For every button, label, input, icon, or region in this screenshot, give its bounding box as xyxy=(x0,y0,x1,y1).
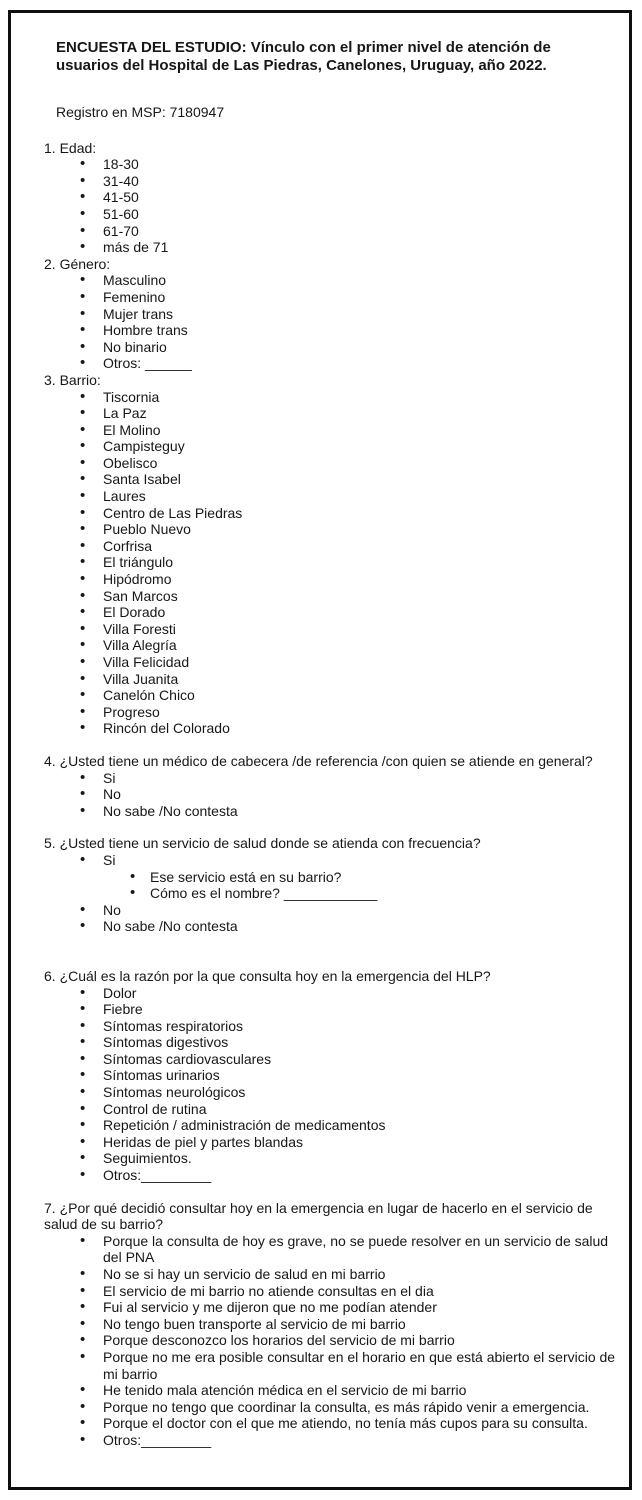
option-label: Síntomas respiratorios xyxy=(103,1017,244,1034)
sub-option-item xyxy=(103,885,619,902)
option-label: Obelisco xyxy=(103,454,158,471)
option-item xyxy=(44,588,619,605)
sub-option-label: Cómo es el nombre? ____________ xyxy=(150,885,378,902)
option-item xyxy=(44,1034,619,1051)
sub-options-list xyxy=(103,869,619,902)
option-item xyxy=(44,1001,619,1018)
option-item xyxy=(44,1167,619,1184)
option-item xyxy=(44,355,619,372)
option-item xyxy=(44,637,619,654)
option-item xyxy=(44,1067,619,1084)
option-item xyxy=(44,1134,619,1151)
option-item xyxy=(44,339,619,356)
option-label: Fui al servicio y me dijeron que no me podían atender xyxy=(103,1299,437,1316)
option-item xyxy=(44,1382,619,1399)
option-item xyxy=(44,1349,619,1382)
option-label: 51-60 xyxy=(103,205,139,222)
option-label: No se si hay un servicio de salud en mi barrio xyxy=(103,1266,386,1282)
option-label: 61-70 xyxy=(103,222,139,239)
option-label: Porque el doctor con el que me atiendo, no tenía más cupos para su consulta. xyxy=(103,1415,588,1432)
option-item xyxy=(44,289,619,306)
option-label: Tiscornia xyxy=(103,388,160,405)
option-label: Rincón del Colorado xyxy=(103,720,230,737)
option-label: Fiebre xyxy=(103,1001,143,1018)
option-item xyxy=(44,1415,619,1432)
page-title: ENCUESTA DEL ESTUDIO: Vínculo con el primer nivel de atención de usuarios del Hospital de Las Piedras, Canelones, Uruguay, año 2022. xyxy=(56,39,551,74)
option-item xyxy=(44,272,619,289)
option-item xyxy=(44,1399,619,1416)
option-label: Mujer trans xyxy=(103,305,174,322)
option-item xyxy=(44,1018,619,1035)
question-4 xyxy=(44,753,619,819)
option-item xyxy=(44,223,619,240)
option-item xyxy=(44,1299,619,1316)
question-text: 1. Edad: xyxy=(44,139,97,156)
option-item xyxy=(44,654,619,671)
option-item xyxy=(44,902,619,919)
option-label: Otros:_________ xyxy=(103,1167,212,1184)
options-list xyxy=(44,852,619,935)
question-2 xyxy=(44,256,619,372)
option-item xyxy=(44,687,619,704)
option-label: Hombre trans xyxy=(103,322,188,339)
option-item xyxy=(44,803,619,820)
option-item xyxy=(44,422,619,439)
sub-option-label: Ese servicio está en su barrio? xyxy=(150,868,342,885)
option-label: No sabe /No contesta xyxy=(103,918,238,935)
option-label: He tenido mala atención médica en el servicio de mi barrio xyxy=(103,1382,467,1399)
survey-content xyxy=(11,13,629,1449)
option-item xyxy=(44,852,619,902)
question-text: 6. ¿Cuál es la razón por la que consulta hoy en la emergencia del HLP? xyxy=(44,967,491,984)
option-label: Progreso xyxy=(103,703,160,720)
option-item xyxy=(44,438,619,455)
option-item xyxy=(44,1233,619,1266)
option-label: Síntomas cardiovasculares xyxy=(103,1050,272,1067)
option-item xyxy=(44,505,619,522)
option-label: Hipódromo xyxy=(103,571,172,588)
survey-page xyxy=(8,10,632,1490)
option-item xyxy=(44,1150,619,1167)
option-label: Femenino xyxy=(103,288,166,305)
option-label: Villa Felicidad xyxy=(103,654,190,670)
option-item xyxy=(44,488,619,505)
option-label: El Dorado xyxy=(103,604,166,621)
option-label: Porque desconozco los horarios del servicio de mi barrio xyxy=(103,1332,455,1349)
option-item xyxy=(44,1432,619,1449)
option-item xyxy=(44,206,619,223)
option-item xyxy=(44,1283,619,1300)
option-item xyxy=(44,306,619,323)
option-item xyxy=(44,671,619,688)
options-list xyxy=(44,389,619,737)
option-label: El triángulo xyxy=(103,554,174,571)
option-item xyxy=(44,621,619,638)
question-3 xyxy=(44,372,619,737)
option-label: La Paz xyxy=(103,405,147,422)
option-label: Porque la consulta de hoy es grave, no se puede resolver en un servicio de salud del PNA xyxy=(103,1232,609,1266)
option-label: Síntomas neurológicos xyxy=(103,1084,246,1101)
option-item xyxy=(44,604,619,621)
option-item xyxy=(44,173,619,190)
option-label: Canelón Chico xyxy=(103,687,195,704)
question-1 xyxy=(44,140,619,256)
option-label: Heridas de piel y partes blandas xyxy=(103,1133,304,1150)
options-list xyxy=(44,985,619,1184)
question-text: 5. ¿Usted tiene un servicio de salud donde se atienda con frecuencia? xyxy=(44,835,481,852)
option-label: Si xyxy=(103,851,116,868)
option-label: Villa Juanita xyxy=(103,670,179,687)
option-label: Villa Alegría xyxy=(103,637,177,654)
option-label: más de 71 xyxy=(103,239,169,256)
options-list xyxy=(44,156,619,256)
option-label: Seguimientos. xyxy=(103,1150,192,1167)
option-item xyxy=(44,1117,619,1134)
option-item xyxy=(44,405,619,422)
option-item xyxy=(44,189,619,206)
option-item xyxy=(44,554,619,571)
option-label: Síntomas digestivos xyxy=(103,1034,229,1051)
option-label: No xyxy=(103,786,121,803)
option-item xyxy=(44,770,619,787)
option-label: Otros:_________ xyxy=(103,1431,212,1448)
option-item xyxy=(44,918,619,935)
option-item xyxy=(44,521,619,538)
question-text: 4. ¿Usted tiene un médico de cabecera /de referencia /con quien se atiende en general? xyxy=(44,752,593,769)
options-list xyxy=(44,1233,619,1449)
option-label: Centro de Las Piedras xyxy=(103,504,243,521)
option-label: No sabe /No contesta xyxy=(103,802,238,819)
option-label: Síntomas urinarios xyxy=(103,1067,220,1084)
options-list xyxy=(44,770,619,820)
option-label: Campisteguy xyxy=(103,438,185,455)
option-item xyxy=(44,720,619,737)
option-label: 18-30 xyxy=(103,156,139,173)
option-item xyxy=(44,471,619,488)
option-label: 41-50 xyxy=(103,189,139,206)
option-item xyxy=(44,1051,619,1068)
option-label: Si xyxy=(103,769,116,786)
option-label: Corfrisa xyxy=(103,537,153,554)
option-item xyxy=(44,1266,619,1283)
registry-number: Registro en MSP: 7180947 xyxy=(56,104,225,120)
option-item xyxy=(44,1101,619,1118)
question-7 xyxy=(44,1200,619,1449)
options-list xyxy=(44,272,619,372)
option-label: No xyxy=(103,901,121,918)
option-label: Laures xyxy=(103,488,146,505)
option-label: El Molino xyxy=(103,421,161,438)
option-item xyxy=(44,239,619,256)
option-label: Villa Foresti xyxy=(103,620,176,637)
option-item xyxy=(44,704,619,721)
option-label: Pueblo Nuevo xyxy=(103,521,191,538)
option-item xyxy=(44,1084,619,1101)
option-label: Santa Isabel xyxy=(103,471,181,488)
option-label: Porque no me era posible consultar en el horario en que está abierto el servicio de mi barrio xyxy=(103,1348,616,1382)
option-label: No binario xyxy=(103,338,167,355)
question-text: 7. ¿Por qué decidió consultar hoy en la emergencia en lugar de hacerlo en el servicio de salud de su barrio? xyxy=(44,1199,593,1233)
question-5 xyxy=(44,835,619,935)
option-item xyxy=(44,538,619,555)
option-label: No tengo buen transporte al servicio de mi barrio xyxy=(103,1315,406,1332)
option-item xyxy=(44,571,619,588)
option-item xyxy=(44,1332,619,1349)
option-label: Dolor xyxy=(103,984,137,1001)
option-label: Otros: ______ xyxy=(103,355,192,372)
option-label: Repetición / administración de medicamentos xyxy=(103,1117,386,1134)
option-label: Porque no tengo que coordinar la consulta, es más rápido venir a emergencia. xyxy=(103,1398,590,1415)
option-item xyxy=(44,322,619,339)
question-text: 2. Género: xyxy=(44,255,111,272)
option-label: El servicio de mi barrio no atiende consultas en el dia xyxy=(103,1282,434,1299)
option-item xyxy=(44,455,619,472)
option-item xyxy=(44,985,619,1002)
question-6 xyxy=(44,968,619,1184)
option-label: Control de rutina xyxy=(103,1100,207,1117)
option-item xyxy=(44,1316,619,1333)
option-item xyxy=(44,156,619,173)
option-label: San Marcos xyxy=(103,587,178,604)
option-item xyxy=(44,389,619,406)
option-label: 31-40 xyxy=(103,172,139,189)
option-label: Masculino xyxy=(103,272,167,289)
question-text: 3. Barrio: xyxy=(44,371,101,388)
sub-option-item xyxy=(103,869,619,886)
questions-list xyxy=(44,140,619,1449)
option-item xyxy=(44,786,619,803)
